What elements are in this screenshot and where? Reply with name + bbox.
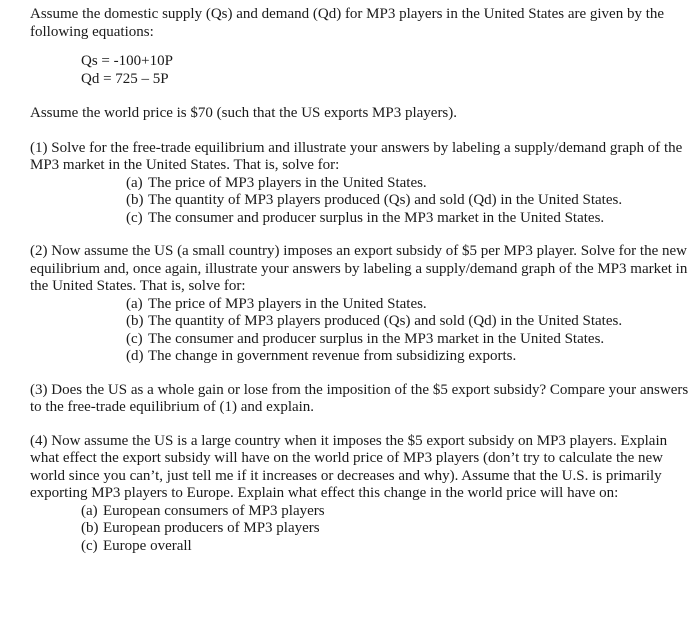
question-2-list [126,296,690,366]
item-text: The consumer and producer surplus in the MP3 market in the United States. [148,209,605,226]
demand-equation: Qd = 725 – 5P [81,70,169,87]
list-item [126,313,690,331]
item-label: (c) [126,330,143,347]
item-label: (d) [126,348,144,364]
item-label: (b) [126,313,144,329]
question-1-list [126,175,690,228]
list-item [126,348,690,366]
item-text: The quantity of MP3 players produced (Qs) and sold (Qd) in the United States. [148,313,623,329]
list-item [126,296,690,314]
item-label: (b) [81,520,99,536]
document [30,6,690,555]
question-4-list [81,503,690,556]
item-text: The price of MP3 players in the United States. [148,295,427,312]
item-text: European producers of MP3 players [103,520,320,536]
list-item [81,503,690,521]
item-text: The change in government revenue from subsidizing exports. [148,348,517,364]
item-text: The consumer and producer surplus in the MP3 market in the United States. [148,330,605,347]
item-text: The price of MP3 players in the United States. [148,174,427,191]
question-3-text: (3) Does the US as a whole gain or lose from the imposition of the $5 export subsidy? Compare your answers to the free-trade equilibrium of (1) and explain. [30,381,689,415]
item-label: (c) [81,537,98,554]
list-item [126,210,690,228]
list-item [81,520,690,538]
item-label: (a) [126,174,143,191]
item-label: (a) [126,295,143,312]
list-item [126,175,690,193]
item-label: (a) [81,502,98,519]
list-item [126,192,690,210]
list-item [81,538,690,556]
supply-equation: Qs = -100+10P [81,53,173,69]
item-label: (b) [126,192,144,208]
list-item [126,331,690,349]
item-text: The quantity of MP3 players produced (Qs) and sold (Qd) in the United States. [148,192,623,208]
item-text: European consumers of MP3 players [103,502,325,519]
world-price-text: Assume the world price is $70 (such that the US exports MP3 players). [30,105,458,121]
question-1-text: (1) Solve for the free-trade equilibrium and illustrate your answers by labeling a supply/demand graph of the MP3 market in the United States. That is, solve for: [30,139,683,173]
item-text: Europe overall [103,537,192,554]
question-4-text: (4) Now assume the US is a large country when it imposes the $5 export subsidy on MP3 players. Explain what effect the export subsidy will have on the world price of MP3 players (don’t try to calculate the new world since you can’t, just tell me if it increases or decreases and why). Assume that the U.S. is primarily exporting MP3 players to Europe. Explain what effect this change in the world price will have on: [30,432,668,501]
intro-text: Assume the domestic supply (Qs) and demand (Qd) for MP3 players in the United States are given by the following equations: [30,6,665,40]
question-2-text: (2) Now assume the US (a small country) imposes an export subsidy of $5 per MP3 player. Solve for the new equilibrium and, once again, illustrate your answers by labeling a supply/demand graph of the MP3 market in the United States. That is, solve for: [30,243,688,294]
item-label: (c) [126,209,143,226]
